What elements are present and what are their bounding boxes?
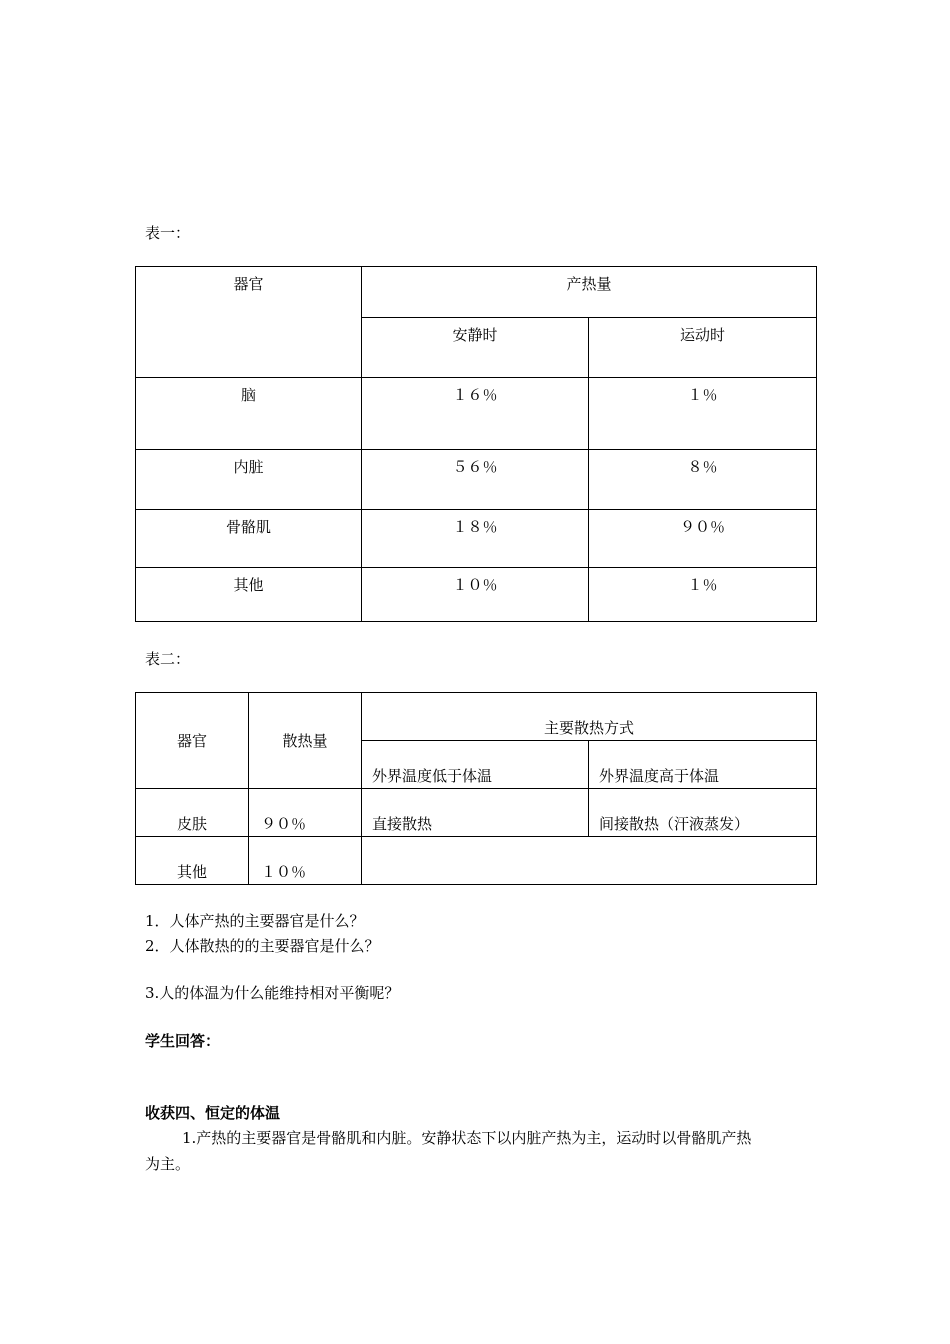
paragraph-line-2: 为主。	[145, 1155, 191, 1173]
table-row	[136, 789, 817, 837]
amount-cell: ９０％	[249, 789, 362, 837]
header-exercise: 运动时	[589, 318, 817, 378]
table-row	[136, 378, 817, 450]
organ-cell: 脑	[136, 378, 362, 450]
exercise-cell: １％	[589, 568, 817, 622]
organ-cell: 骨骼肌	[136, 510, 362, 568]
header-low-temp: 外界温度低于体温	[362, 741, 589, 789]
exercise-cell: ８％	[589, 450, 817, 510]
header-rest: 安静时	[362, 318, 589, 378]
empty-cell	[362, 837, 817, 885]
header-organ: 器官	[136, 693, 249, 789]
exercise-cell: １％	[589, 378, 817, 450]
rest-cell: １８％	[362, 510, 589, 568]
organ-cell: 其他	[136, 837, 249, 885]
table1-caption: 表一：	[145, 224, 191, 242]
organ-cell: 内脏	[136, 450, 362, 510]
amount-cell: １０％	[249, 837, 362, 885]
header-main-method: 主要散热方式	[362, 693, 817, 741]
heat-loss-table	[135, 692, 817, 885]
header-organ: 器官	[136, 267, 362, 378]
rest-cell: ５６％	[362, 450, 589, 510]
question-1: 1．人体产热的主要器官是什么？	[145, 912, 365, 930]
organ-cell: 皮肤	[136, 789, 249, 837]
header-heat-loss: 散热量	[249, 693, 362, 789]
table-row	[136, 510, 817, 568]
heat-production-table	[135, 266, 817, 622]
table-row	[136, 450, 817, 510]
header-heat-production: 产热量	[362, 267, 817, 318]
student-answer-label: 学生回答：	[145, 1032, 221, 1050]
table-row	[136, 837, 817, 885]
header-high-temp: 外界温度高于体温	[589, 741, 817, 789]
organ-cell: 其他	[136, 568, 362, 622]
question-3: 3.人的体温为什么能维持相对平衡呢？	[145, 984, 400, 1002]
table-row	[136, 568, 817, 622]
question-2: 2．人体散热的的主要器官是什么？	[145, 937, 380, 955]
low-method-cell: 直接散热	[362, 789, 589, 837]
exercise-cell: ９０％	[589, 510, 817, 568]
section-title: 收获四、恒定的体温	[145, 1104, 281, 1122]
table2-caption: 表二：	[145, 650, 191, 668]
paragraph-line-1: 1.产热的主要器官是骨骼肌和内脏。安静状态下以内脏产热为主，运动时以骨骼肌产热	[182, 1129, 752, 1147]
high-method-cell: 间接散热（汗液蒸发）	[589, 789, 817, 837]
rest-cell: １０％	[362, 568, 589, 622]
rest-cell: １６％	[362, 378, 589, 450]
